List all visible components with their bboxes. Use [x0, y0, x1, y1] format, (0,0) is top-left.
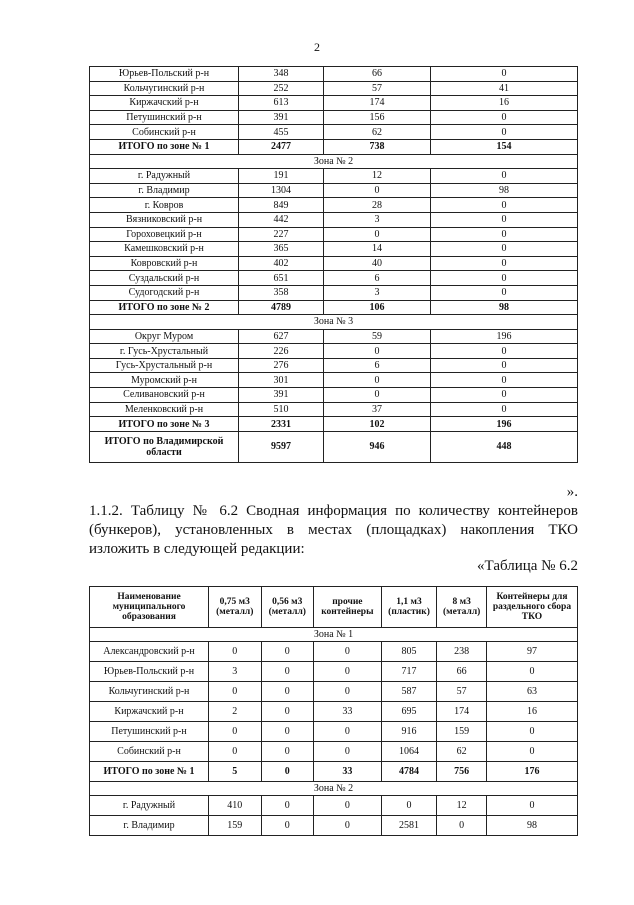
zone-header: Зона № 1	[90, 628, 578, 642]
table-cell: 717	[381, 662, 437, 682]
table-cell: Суздальский р-н	[90, 271, 239, 286]
table-cell: 0	[209, 722, 262, 742]
table-cell: Киржачский р-н	[90, 96, 239, 111]
zone-header-row	[90, 782, 578, 796]
table-row	[90, 169, 578, 184]
table-cell: 0	[431, 212, 578, 227]
table-cell: 348	[239, 67, 324, 82]
table-row	[90, 212, 578, 227]
table-cell: 587	[381, 682, 437, 702]
table-cell: 0	[261, 796, 314, 816]
table-row	[90, 662, 578, 682]
table-cell: 358	[239, 285, 324, 300]
table-cell: 0	[261, 762, 314, 782]
table-cell: 805	[381, 642, 437, 662]
table-cell: 174	[324, 96, 431, 111]
table-cell: 0	[209, 682, 262, 702]
table-cell: 2331	[239, 417, 324, 432]
table-cell: 41	[431, 81, 578, 96]
table-cell: 391	[239, 388, 324, 403]
table-cell: 62	[324, 125, 431, 140]
table-row	[90, 110, 578, 125]
table-cell: 57	[324, 81, 431, 96]
table-cell: 0	[431, 271, 578, 286]
table-cell: 196	[431, 417, 578, 432]
table-cell: 6	[324, 271, 431, 286]
table-cell: 63	[486, 682, 577, 702]
table-cell: 97	[486, 642, 577, 662]
table-cell: 0	[324, 183, 431, 198]
table-cell: 4789	[239, 300, 324, 315]
table-row	[90, 139, 578, 154]
table-row	[90, 183, 578, 198]
table-cell: Ковровский р-н	[90, 256, 239, 271]
table-cell: 738	[324, 139, 431, 154]
table-cell: 0	[431, 227, 578, 242]
closing-quote: ».	[566, 484, 578, 500]
table-cell: Меленковский р-н	[90, 402, 239, 417]
table-cell: 40	[324, 256, 431, 271]
zone-header-row	[90, 315, 578, 330]
page-number: 2	[314, 40, 320, 54]
table-cell: 0	[431, 285, 578, 300]
column-header: Наименование муниципального образования	[90, 587, 209, 628]
table-cell: Юрьев-Польский р-н	[90, 662, 209, 682]
table-row	[90, 285, 578, 300]
table-cell: 66	[324, 67, 431, 82]
table-cell: 0	[437, 816, 487, 836]
table-cell: 106	[324, 300, 431, 315]
table-cell: 9597	[239, 431, 324, 462]
table-cell: 0	[381, 796, 437, 816]
table-cell: 0	[261, 742, 314, 762]
table-cell: Собинский р-н	[90, 125, 239, 140]
table-cell: 442	[239, 212, 324, 227]
table-cell: 301	[239, 373, 324, 388]
table-cell: 227	[239, 227, 324, 242]
table-cell: 6	[324, 358, 431, 373]
table-cell: 0	[486, 742, 577, 762]
table-cell: 12	[437, 796, 487, 816]
table-cell: 176	[486, 762, 577, 782]
table-cell: Гороховецкий р-н	[90, 227, 239, 242]
table-cell: Кольчугинский р-н	[90, 682, 209, 702]
table-row	[90, 742, 578, 762]
table-cell: 0	[314, 816, 382, 836]
table-cell: 0	[314, 682, 382, 702]
table-cell: 0	[324, 227, 431, 242]
table-cell: Кольчугинский р-н	[90, 81, 239, 96]
table-cell: 62	[437, 742, 487, 762]
table-cell: 0	[314, 796, 382, 816]
table-cell: 37	[324, 402, 431, 417]
table-cell: 66	[437, 662, 487, 682]
table-cell: ИТОГО по Владимирской области	[90, 431, 239, 462]
table-cell: Александровский р-н	[90, 642, 209, 662]
table-row	[90, 358, 578, 373]
table-cell: 98	[431, 300, 578, 315]
table-cell: 0	[314, 722, 382, 742]
table-row	[90, 271, 578, 286]
table-cell: 0	[324, 373, 431, 388]
table-cell: 0	[314, 642, 382, 662]
table-row	[90, 373, 578, 388]
table-cell: Селивановский р-н	[90, 388, 239, 403]
table-cell: 59	[324, 329, 431, 344]
table-cell: 0	[314, 742, 382, 762]
table-cell: 0	[486, 722, 577, 742]
table-cell: 1064	[381, 742, 437, 762]
table-cell: 3	[209, 662, 262, 682]
table-cell: 0	[324, 388, 431, 403]
table-cell: 756	[437, 762, 487, 782]
table-cell: 0	[431, 373, 578, 388]
table-row	[90, 329, 578, 344]
table-cell: 196	[431, 329, 578, 344]
table-cell: 57	[437, 682, 487, 702]
table-row	[90, 417, 578, 432]
zone-header: Зона № 3	[90, 315, 578, 330]
table-cell: 0	[431, 242, 578, 257]
table-cell: Киржачский р-н	[90, 702, 209, 722]
table-cell: 1304	[239, 183, 324, 198]
column-header: прочие контейнеры	[314, 587, 382, 628]
table-cell: 159	[437, 722, 487, 742]
table-cell: Судогодский р-н	[90, 285, 239, 300]
table-cell: 0	[261, 722, 314, 742]
table-cell: 3	[324, 212, 431, 227]
table-row	[90, 125, 578, 140]
table-cell: 0	[431, 358, 578, 373]
table-cell: 0	[431, 67, 578, 82]
table-row	[90, 431, 578, 462]
table-row	[90, 198, 578, 213]
zone-header-row	[90, 154, 578, 169]
table-cell: 0	[431, 256, 578, 271]
table-cell: 191	[239, 169, 324, 184]
table-row	[90, 722, 578, 742]
table-cell: 2581	[381, 816, 437, 836]
table-cell: 102	[324, 417, 431, 432]
table-cell: 276	[239, 358, 324, 373]
containers-table	[89, 586, 578, 836]
amendment-paragraph: 1.1.2. Таблицу № 6.2 Сводная информация по количеству контейнеров (бункеров), установленных в местах (площадках) накопления ТКО изложить в следующей редакции:	[89, 503, 578, 557]
table-cell: ИТОГО по зоне № 2	[90, 300, 239, 315]
table-cell: Собинский р-н	[90, 742, 209, 762]
table-cell: 0	[431, 125, 578, 140]
table-row	[90, 242, 578, 257]
column-header: 0,56 м3 (металл)	[261, 587, 314, 628]
table-row	[90, 344, 578, 359]
zone-header: Зона № 2	[90, 154, 578, 169]
table-row	[90, 227, 578, 242]
table-cell: 159	[209, 816, 262, 836]
table-cell: 510	[239, 402, 324, 417]
table-cell: 0	[209, 742, 262, 762]
table-cell: 946	[324, 431, 431, 462]
table-cell: 391	[239, 110, 324, 125]
table-row	[90, 642, 578, 662]
table-cell: 0	[314, 662, 382, 682]
table-cell: 0	[431, 344, 578, 359]
table-cell: 0	[261, 642, 314, 662]
column-header: 0,75 м3 (металл)	[209, 587, 262, 628]
table-row	[90, 682, 578, 702]
table-cell: 33	[314, 762, 382, 782]
table-cell: 16	[486, 702, 577, 722]
table-cell: 154	[431, 139, 578, 154]
table-cell: 651	[239, 271, 324, 286]
table-cell: 2477	[239, 139, 324, 154]
table-cell: 0	[431, 198, 578, 213]
table-cell: 627	[239, 329, 324, 344]
table-row	[90, 67, 578, 82]
table-cell: 0	[261, 816, 314, 836]
zone-header: Зона № 2	[90, 782, 578, 796]
table-cell: 0	[261, 662, 314, 682]
table-cell: 0	[431, 169, 578, 184]
table-row	[90, 96, 578, 111]
table-cell: 455	[239, 125, 324, 140]
table-cell: 4784	[381, 762, 437, 782]
table-cell: 402	[239, 256, 324, 271]
table-cell: г. Гусь-Хрустальный	[90, 344, 239, 359]
table-row	[90, 796, 578, 816]
table-cell: 849	[239, 198, 324, 213]
table-cell: 156	[324, 110, 431, 125]
table-cell: ИТОГО по зоне № 1	[90, 139, 239, 154]
table-cell: 28	[324, 198, 431, 213]
table-cell: 3	[324, 285, 431, 300]
table-cell: 226	[239, 344, 324, 359]
table-row	[90, 816, 578, 836]
table-cell: 0	[486, 662, 577, 682]
table-6-2-title: «Таблица № 6.2	[477, 558, 578, 574]
column-header: Контейнеры для раздельного сбора ТКО	[486, 587, 577, 628]
table-row	[90, 702, 578, 722]
table-row	[90, 402, 578, 417]
table-cell: 0	[486, 796, 577, 816]
zone-summary-table	[89, 66, 578, 463]
table-cell: 0	[431, 110, 578, 125]
table-cell: Муромский р-н	[90, 373, 239, 388]
table-cell: Округ Муром	[90, 329, 239, 344]
table-cell: 252	[239, 81, 324, 96]
table-cell: 0	[209, 642, 262, 662]
table-row	[90, 300, 578, 315]
table-cell: 0	[324, 344, 431, 359]
table-cell: 365	[239, 242, 324, 257]
table-cell: 12	[324, 169, 431, 184]
table-cell: Гусь-Хрустальный р-н	[90, 358, 239, 373]
table-cell: 613	[239, 96, 324, 111]
table-cell: 2	[209, 702, 262, 722]
table-cell: 0	[431, 388, 578, 403]
table-cell: г. Радужный	[90, 796, 209, 816]
table-row	[90, 256, 578, 271]
table-cell: 410	[209, 796, 262, 816]
table-cell: 16	[431, 96, 578, 111]
table-cell: Петушинский р-н	[90, 722, 209, 742]
table-cell: ИТОГО по зоне № 1	[90, 762, 209, 782]
column-header: 1,1 м3 (пластик)	[381, 587, 437, 628]
table-cell: 238	[437, 642, 487, 662]
table-cell: 0	[431, 402, 578, 417]
table-row	[90, 762, 578, 782]
table-cell: ИТОГО по зоне № 3	[90, 417, 239, 432]
table-cell: 14	[324, 242, 431, 257]
table-cell: 98	[431, 183, 578, 198]
table-cell: г. Владимир	[90, 816, 209, 836]
table-cell: 448	[431, 431, 578, 462]
table-cell: 33	[314, 702, 382, 722]
table-cell: 0	[261, 702, 314, 722]
table-cell: Петушинский р-н	[90, 110, 239, 125]
table-row	[90, 81, 578, 96]
table-cell: г. Владимир	[90, 183, 239, 198]
table-cell: 0	[261, 682, 314, 702]
table-cell: 695	[381, 702, 437, 722]
table-cell: г. Радужный	[90, 169, 239, 184]
table-cell: 174	[437, 702, 487, 722]
table-row	[90, 388, 578, 403]
table-cell: 98	[486, 816, 577, 836]
table-cell: г. Ковров	[90, 198, 239, 213]
table-cell: 5	[209, 762, 262, 782]
table-cell: 916	[381, 722, 437, 742]
table-cell: Вязниковский р-н	[90, 212, 239, 227]
table-cell: Камешковский р-н	[90, 242, 239, 257]
table-cell: Юрьев-Польский р-н	[90, 67, 239, 82]
zone-header-row	[90, 628, 578, 642]
column-header: 8 м3 (металл)	[437, 587, 487, 628]
